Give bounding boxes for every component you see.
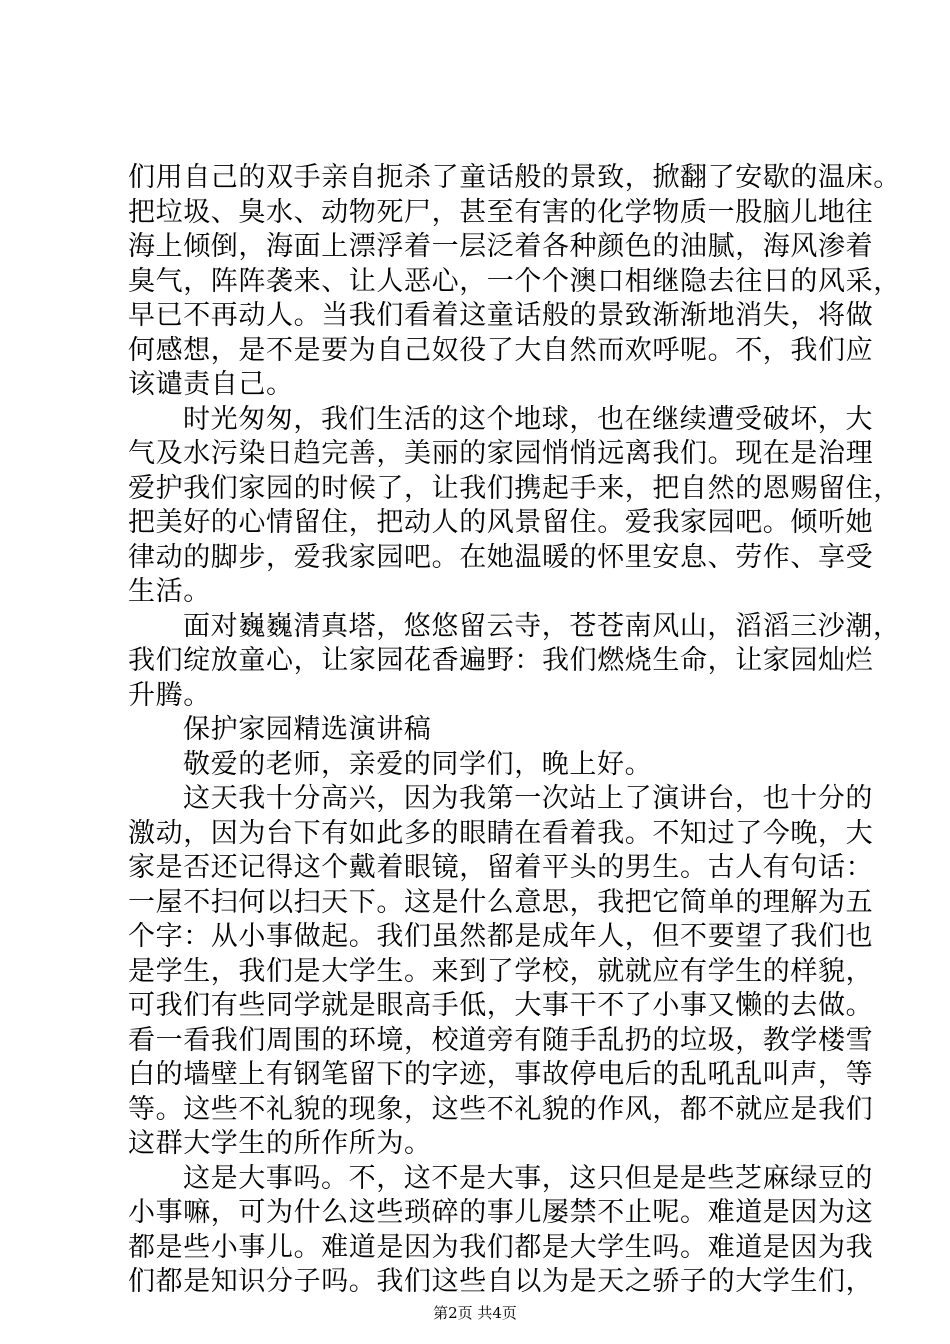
section-heading: 保护家园精选演讲稿 (183, 714, 432, 745)
text-line: 生活。 (128, 576, 211, 607)
text-line: 臭气，阵阵袭来、让人恶心，一个个澳口相继隐去往日的风采， (128, 265, 901, 297)
text-line: 个字：从小事做起。我们虽然都是成年人，但不要望了我们也 (128, 921, 874, 952)
text-line: 一屋不扫何以扫天下。这是什么意思，我把它简单的理解为五 (128, 886, 874, 918)
text-line: 这群大学生的所作所为。 (128, 1128, 432, 1159)
text-line: 该谴责自己。 (128, 369, 294, 400)
text-line: 升腾。 (128, 679, 211, 711)
paragraph-start-line: 这是大事吗。不，这不是大事，这只但是是些芝麻绿豆的 (183, 1162, 873, 1194)
paragraph-start-line: 时光匆匆，我们生活的这个地球，也在继续遭受破坏，大 (183, 403, 873, 435)
page-number-label: 第2页 共4页 (433, 1304, 517, 1322)
text-line: 海上倾倒，海面上漂浮着一层泛着各种颜色的油腻，海风渗着 (128, 231, 874, 262)
page-footer (0, 1303, 950, 1323)
text-line: 们用自己的双手亲自扼杀了童话般的景致，掀翻了安歇的温床。 (128, 162, 901, 193)
text-line: 家是否还记得这个戴着眼镜，留着平头的男生。古人有句话： (128, 852, 874, 883)
paragraph-start-line: 面对巍巍清真塔，悠悠留云寺，苍苍南风山，滔滔三沙潮， (183, 610, 901, 642)
salutation-line: 敬爱的老师，亲爱的同学们，晚上好。 (183, 748, 653, 780)
text-line: 都是些小事儿。难道是因为我们都是大学生吗。难道是因为我 (128, 1231, 874, 1263)
text-line: 是学生，我们是大学生。来到了学校，就就应有学生的样貌， (128, 955, 874, 987)
text-line: 激动，因为台下有如此多的眼睛在看着我。不知过了今晚，大 (128, 817, 874, 849)
text-line: 我们绽放童心，让家园花香遍野：我们燃烧生命，让家园灿烂 (128, 645, 874, 676)
text-line: 把美好的心情留住，把动人的风景留住。爱我家园吧。倾听她 (128, 507, 874, 538)
text-line: 等。这些不礼貌的现象，这些不礼貌的作风，都不就应是我们 (128, 1093, 874, 1125)
text-line: 们都是知识分子吗。我们这些自以为是天之骄子的大学生们， (128, 1266, 874, 1297)
text-line: 白的墙壁上有钢笔留下的字迹，事故停电后的乱吼乱叫声，等 (128, 1059, 874, 1090)
text-line: 早已不再动人。当我们看着这童话般的景致渐渐地消失，将做 (128, 300, 874, 331)
text-line: 看一看我们周围的环境，校道旁有随手乱扔的垃圾，教学楼雪 (128, 1024, 874, 1056)
text-line: 何感想，是不是要为自己奴役了大自然而欢呼呢。不，我们应 (128, 334, 874, 366)
text-line: 可我们有些同学就是眼高手低，大事干不了小事又懒的去做。 (128, 990, 874, 1021)
text-line: 把垃圾、臭水、动物死尸，甚至有害的化学物质一股脑儿地往 (128, 196, 874, 228)
paragraph-start-line: 这天我十分高兴，因为我第一次站上了演讲台，也十分的 (183, 783, 873, 814)
document-body (128, 161, 901, 1300)
text-line: 律动的脚步，爱我家园吧。在她温暖的怀里安息、劳作、享受 (128, 541, 874, 573)
text-line: 爱护我们家园的时候了，让我们携起手来，把自然的恩赐留住， (128, 472, 901, 504)
text-line: 气及水污染日趋完善，美丽的家园悄悄远离我们。现在是治理 (128, 438, 874, 469)
text-line: 小事嘛，可为什么这些琐碎的事儿屡禁不止呢。难道是因为这 (128, 1197, 874, 1228)
